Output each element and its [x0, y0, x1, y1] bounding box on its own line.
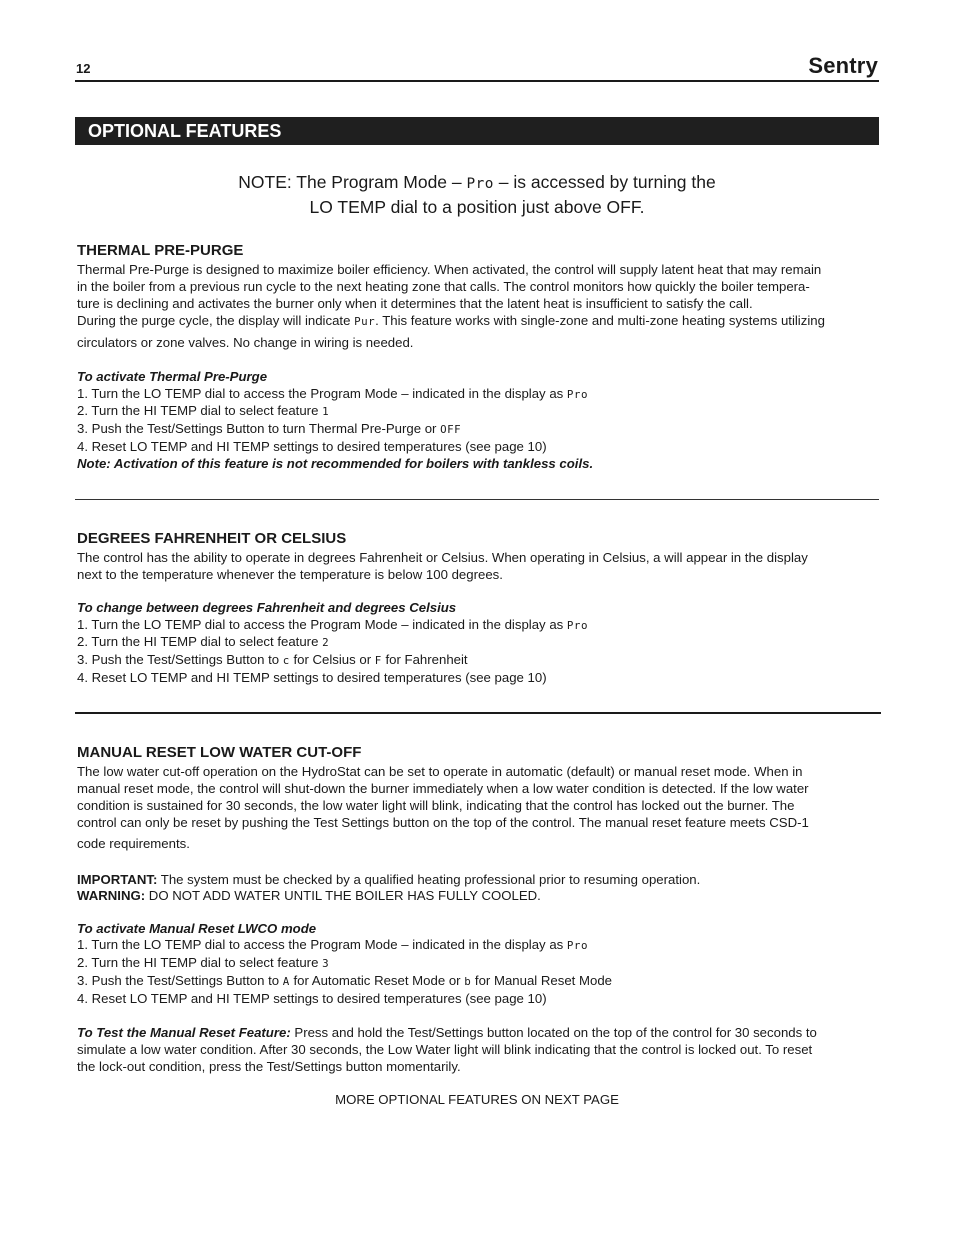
para-line: in the boiler from a previous run cycle to the next heating zone that calls. The control monitors how quickly the boiler tempera- — [77, 279, 810, 294]
text: 3. Push the Test/Settings Button to turn Thermal Pre-Purge or — [77, 421, 441, 436]
note-text: – is accessed by turning the — [493, 172, 716, 192]
para-line: simulate a low water condition. After 30 seconds, the Low Water light will blink indicating that the control is locked out. To reset — [77, 1042, 813, 1057]
note-line-2: LO TEMP dial to a position just above OFF. — [309, 197, 645, 217]
display-code: Pro — [566, 388, 588, 401]
display-code: F — [374, 654, 382, 667]
para-line: condition is sustained for 30 seconds, the low water light will blink, indicating that the control has locked out the burner. The — [77, 798, 795, 813]
para-line: the lock-out condition, press the Test/Settings button momentarily. — [77, 1059, 461, 1074]
display-code: 3 — [322, 957, 330, 970]
step-3 — [77, 420, 461, 439]
section-heading: MANUAL RESET LOW WATER CUT-OFF — [77, 744, 362, 761]
text: 1. Turn the LO TEMP dial to access the Program Mode – indicated in the display as — [77, 937, 567, 952]
text: 1. Turn the LO TEMP dial to access the Program Mode – indicated in the display as — [77, 617, 567, 632]
text: for Automatic Reset Mode or — [289, 973, 465, 988]
subheading: To activate Manual Reset LWCO mode — [77, 921, 317, 936]
page-number: 12 — [76, 61, 91, 76]
display-code: 2 — [322, 636, 330, 649]
section-paragraph — [77, 549, 879, 583]
para-line: control can only be reset by pushing the Test Settings button on the top of the control. The manual reset feature meets CSD-1 — [77, 815, 809, 830]
step-1 — [77, 936, 588, 955]
section-paragraph — [77, 763, 879, 852]
step-2 — [77, 402, 329, 421]
section-banner: OPTIONAL FEATURES — [75, 117, 879, 145]
text: for Manual Reset Mode — [471, 973, 612, 988]
display-code: Pro — [566, 619, 588, 632]
step-4: 4. Reset LO TEMP and HI TEMP settings to desired temperatures (see page 10) — [77, 439, 547, 454]
step-4: 4. Reset LO TEMP and HI TEMP settings to desired temperatures (see page 10) — [77, 670, 547, 685]
para-line: circulators or zone valves. No change in wiring is needed. — [77, 335, 414, 350]
label: To Test the Manual Reset Feature: — [77, 1025, 291, 1040]
section-heading: DEGREES FAHRENHEIT OR CELSIUS — [77, 530, 347, 547]
warning-note: Note: Activation of this feature is not recommended for boilers with tankless coils. — [77, 456, 594, 471]
warning-note — [77, 887, 541, 905]
divider — [75, 499, 879, 500]
step-3 — [77, 651, 468, 670]
text: Press and hold the Test/Settings button located on the top of the control for 30 seconds to — [290, 1025, 817, 1040]
text: 2. Turn the HI TEMP dial to select feature — [77, 955, 323, 970]
para-line: code requirements. — [77, 836, 190, 851]
para-line — [77, 1024, 879, 1041]
display-code: OFF — [440, 423, 462, 436]
para-line: The low water cut-off operation on the HydroStat can be set to operate in automatic (default) or manual reset mode. When in — [77, 764, 803, 779]
label: WARNING: — [77, 888, 146, 903]
section-paragraph — [77, 261, 879, 351]
text: 2. Turn the HI TEMP dial to select feature — [77, 634, 323, 649]
para-line: ture is declining and activates the burner only when it determines that the latent heat is insufficient to satisfy the call. — [77, 296, 753, 311]
header-rule — [75, 80, 879, 82]
text: . This feature works with single-zone and multi-zone heating systems utilizing — [375, 313, 825, 328]
note-line-1 — [75, 171, 879, 196]
step-2 — [77, 633, 329, 652]
para-line: next to the temperature whenever the temperature is below 100 degrees. — [77, 567, 503, 582]
text: DO NOT ADD WATER UNTIL THE BOILER HAS FULLY COOLED. — [145, 888, 541, 903]
text: 2. Turn the HI TEMP dial to select feature — [77, 403, 323, 418]
more-features-note: MORE OPTIONAL FEATURES ON NEXT PAGE — [335, 1092, 619, 1107]
display-code: b — [464, 975, 472, 988]
subheading: To activate Thermal Pre-Purge — [77, 369, 268, 384]
text: 3. Push the Test/Settings Button to — [77, 652, 283, 667]
text: The system must be checked by a qualified heating professional prior to resuming operation. — [157, 872, 701, 887]
para-line: Thermal Pre-Purge is designed to maximize boiler efficiency. When activated, the control will supply latent heat that may remain — [77, 262, 822, 277]
step-3 — [77, 972, 612, 991]
subheading: To change between degrees Fahrenheit and degrees Celsius — [77, 600, 457, 615]
label: IMPORTANT: — [77, 872, 158, 887]
display-code: 1 — [322, 405, 330, 418]
brand-title: Sentry — [808, 53, 878, 78]
step-4: 4. Reset LO TEMP and HI TEMP settings to desired temperatures (see page 10) — [77, 991, 547, 1006]
para-line: manual reset mode, the control will shut-down the burner immediately when a low water condition is detected. If the low water — [77, 781, 809, 796]
step-2 — [77, 954, 329, 973]
para-line: The control has the ability to operate in degrees Fahrenheit or Celsius. When operating in Celsius, a will appear in the display — [77, 550, 808, 565]
display-code: c — [282, 654, 290, 667]
para-line — [77, 312, 879, 330]
text: for Celsius or — [289, 652, 375, 667]
text: for Fahrenheit — [381, 652, 468, 667]
section-heading: THERMAL PRE-PURGE — [77, 242, 244, 259]
display-code: A — [282, 975, 290, 988]
test-instructions — [77, 1024, 879, 1075]
text: 1. Turn the LO TEMP dial to access the Program Mode – indicated in the display as — [77, 386, 567, 401]
text: 3. Push the Test/Settings Button to — [77, 973, 283, 988]
display-code: Pro — [466, 176, 494, 192]
display-code: Pur — [354, 315, 376, 328]
divider — [75, 712, 881, 714]
text: During the purge cycle, the display will indicate — [77, 313, 355, 328]
program-mode-note — [75, 171, 879, 219]
display-code: Pro — [566, 939, 588, 952]
note-text: NOTE: The Program Mode – — [238, 172, 467, 192]
